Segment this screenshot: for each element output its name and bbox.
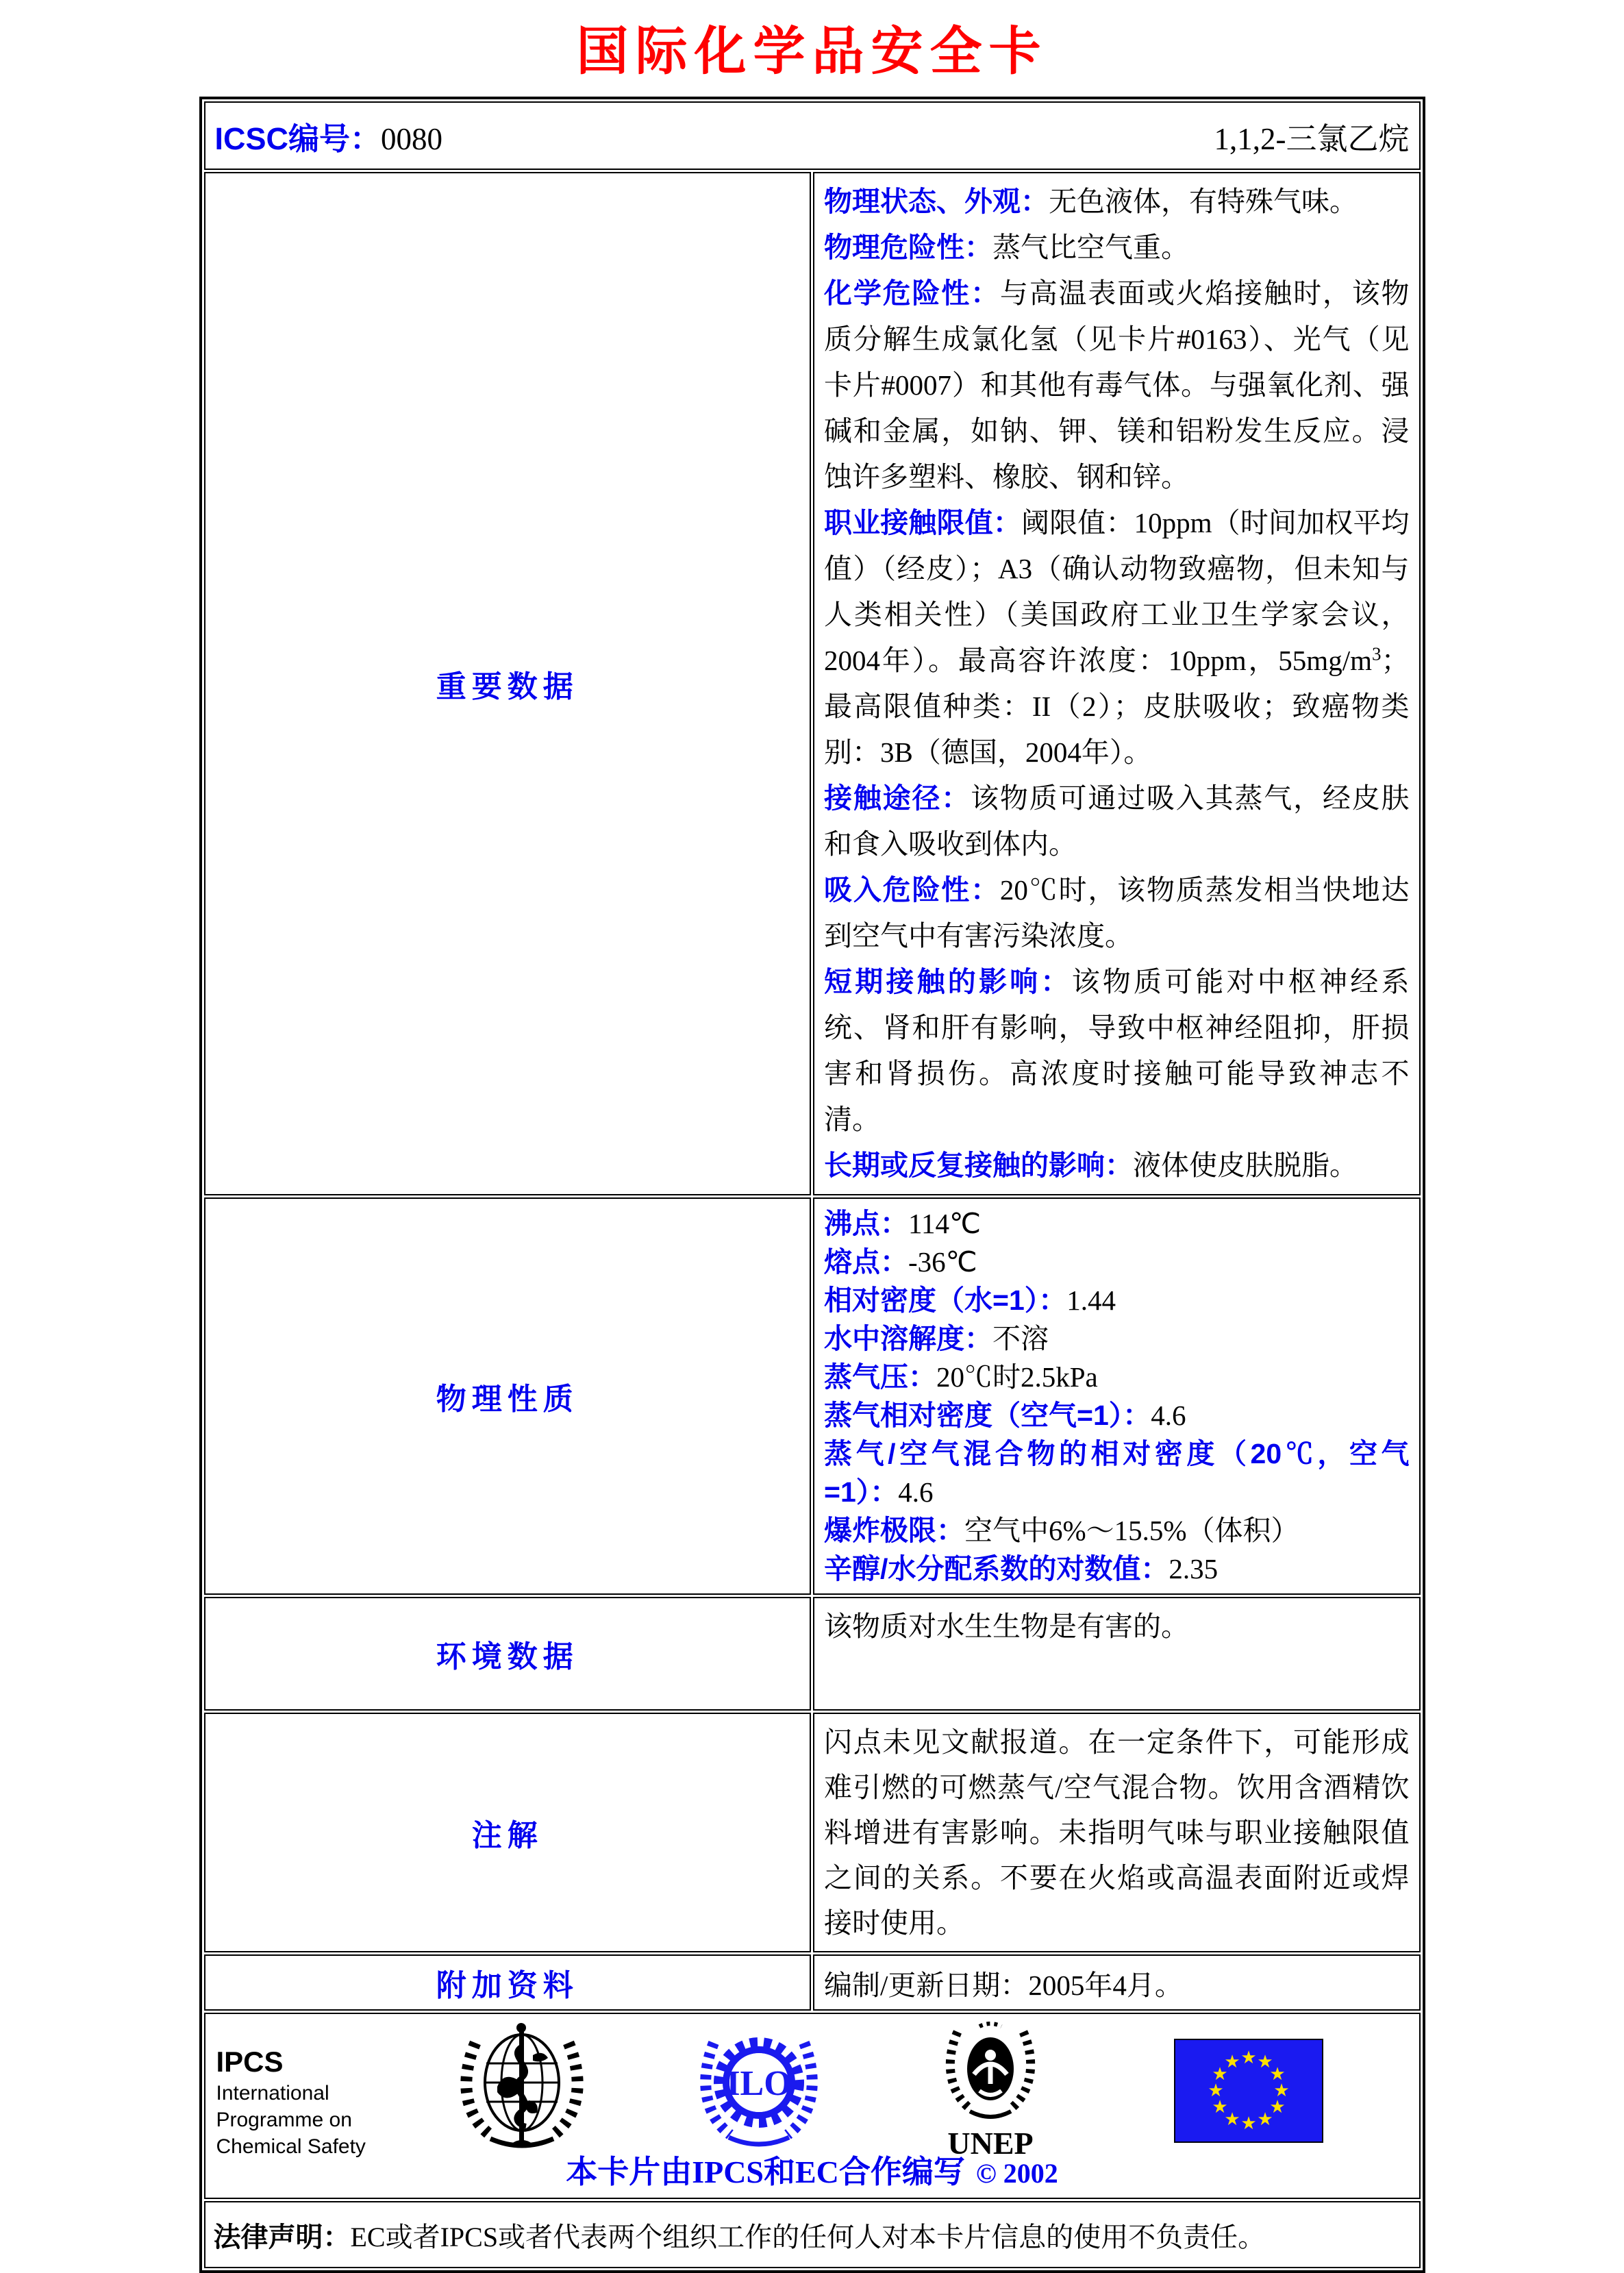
icsc-number-label: ICSC编号： bbox=[214, 121, 382, 156]
entry-chemical-hazards: 化学危险性：与高温表面或火焰接触时，该物质分解生成氯化氢（见卡片#0163）、光气（见卡片#0007）和其他有毒气体。与强氧化剂、强碱和金属，如钠、钾、镁和铝粉发生反应。浸蚀许多塑料、橡胶、钢和锌。 bbox=[824, 277, 1410, 493]
svg-text:★: ★ bbox=[1207, 2081, 1224, 2101]
important-data-row bbox=[204, 172, 1421, 1195]
notes-row bbox=[204, 1713, 1421, 1952]
row-label-notes: 注解 bbox=[204, 1713, 812, 1952]
additional-info-content bbox=[813, 1954, 1421, 2011]
entry-octanol-water-partition: 辛醇/水分配系数的对数值：2.35 bbox=[824, 1553, 1219, 1585]
row-label-physical-properties: 物理性质 bbox=[204, 1197, 812, 1595]
entry-physical-state-appearance: 物理状态、外观：无色液体，有特殊气味。 bbox=[824, 186, 1358, 217]
icsc-number-group bbox=[215, 114, 443, 158]
entry-water-solubility: 水中溶解度：不溶 bbox=[824, 1323, 1049, 1354]
additional-info-row bbox=[204, 1954, 1421, 2011]
svg-text:★: ★ bbox=[1269, 2064, 1286, 2085]
entry-occupational-exposure-limits: 职业接触限值：阈限值：10ppm（时间加权平均值）（经皮）；A3（确认动物致癌物，但未知与人类相关性）（美国政府工业卫生学家会议，2004年）。最高容许浓度：10ppm，$55mg/m^3$；最高限值种类：II（2）；皮肤吸收；致癌物类别：3B（德国，2004年）。 bbox=[824, 507, 1410, 768]
legal-label: 法律声明： bbox=[213, 2222, 351, 2252]
environmental-data-row bbox=[204, 1597, 1421, 1711]
svg-text:★: ★ bbox=[1269, 2097, 1286, 2117]
eu-flag-icon bbox=[1174, 2039, 1323, 2143]
entry-explosive-limits: 爆炸极限：空气中6%～15.5%（体积） bbox=[824, 1515, 1299, 1546]
additional-info-text: 编制/更新日期：2005年4月。 bbox=[824, 1969, 1183, 2001]
legal-row bbox=[204, 2201, 1421, 2268]
svg-text:★: ★ bbox=[1211, 2064, 1228, 2085]
ipcs-text-block: IPCS International Programme on Chemical Safety bbox=[216, 2046, 366, 2158]
icsc-card-table bbox=[199, 97, 1425, 2273]
who-logo-icon bbox=[452, 2018, 592, 2158]
svg-text:ILO: ILO bbox=[725, 2064, 792, 2103]
ilo-logo-icon bbox=[693, 2022, 825, 2154]
physical-properties-content bbox=[813, 1197, 1421, 1595]
svg-text:★: ★ bbox=[1273, 2081, 1290, 2101]
environmental-data-text: 该物质对水生生物是有害的。 bbox=[824, 1611, 1189, 1642]
row-label-important-data: 重要数据 bbox=[204, 172, 812, 1195]
logos-row bbox=[204, 2013, 1421, 2199]
page-title: 国际化学品安全卡 bbox=[576, 23, 1048, 81]
attribution-line bbox=[205, 2147, 1419, 2192]
svg-text:UNEP: UNEP bbox=[947, 2126, 1034, 2161]
unep-logo-icon bbox=[940, 2020, 1041, 2163]
svg-text:★: ★ bbox=[1223, 2109, 1240, 2130]
notes-text: 闪点未见文献报道。在一定条件下，可能形成难引燃的可燃蒸气/空气混合物。饮用含酒精饮料增进有害影响。未指明气味与职业接触限值之间的关系。不要在火焰或高温表面附近或焊接时使用。 bbox=[824, 1726, 1410, 1939]
svg-text:★: ★ bbox=[1211, 2097, 1228, 2117]
svg-text:★: ★ bbox=[1256, 2052, 1273, 2072]
notes-content bbox=[813, 1713, 1421, 1952]
entry-routes-of-exposure: 接触途径：该物质可通过吸入其蒸气，经皮肤和食入吸收到体内。 bbox=[824, 782, 1410, 860]
copyright-text: © 2002 bbox=[975, 2158, 1058, 2189]
attribution-text: 本卡片由IPCS和EC合作编写 bbox=[566, 2154, 965, 2189]
svg-text:★: ★ bbox=[1240, 2048, 1257, 2068]
chemical-name: 1,1,2-三氯乙烷 bbox=[1214, 121, 1410, 156]
icsc-number-value: 0080 bbox=[381, 121, 443, 156]
entry-relative-density: 相对密度（水=1）：1.44 bbox=[824, 1284, 1116, 1316]
environmental-data-content bbox=[813, 1597, 1421, 1711]
superscript-3: 3 bbox=[1372, 643, 1382, 664]
entry-vapor-air-mixture-density: 蒸气/空气混合物的相对密度（20℃，空气=1）：4.6 bbox=[824, 1438, 1410, 1508]
entry-vapor-relative-density: 蒸气相对密度（空气=1）：4.6 bbox=[824, 1400, 1186, 1431]
row-label-environmental-data: 环境数据 bbox=[204, 1597, 812, 1711]
entry-vapor-pressure: 蒸气压：20℃时2.5kPa bbox=[824, 1361, 1098, 1393]
row-label-additional-info: 附加资料 bbox=[204, 1954, 812, 2011]
entry-physical-hazards: 物理危险性：蒸气比空气重。 bbox=[824, 232, 1189, 263]
header-row bbox=[204, 101, 1421, 170]
physical-properties-row bbox=[204, 1197, 1421, 1595]
legal-text: EC或者IPCS或者代表两个组织工作的任何人对本卡片信息的使用不负责任。 bbox=[350, 2221, 1266, 2252]
important-data-content bbox=[813, 172, 1421, 1195]
svg-text:★: ★ bbox=[1240, 2113, 1257, 2134]
entry-long-term-exposure-effects: 长期或反复接触的影响：液体使皮肤脱脂。 bbox=[824, 1150, 1358, 1181]
entry-boiling-point: 沸点：114℃ bbox=[824, 1208, 982, 1239]
entry-melting-point: 熔点：-36℃ bbox=[824, 1246, 977, 1278]
svg-text:★: ★ bbox=[1223, 2052, 1240, 2072]
entry-inhalation-risk: 吸入危险性：20℃时，该物质蒸发相当快地达到空气中有害污染浓度。 bbox=[824, 874, 1410, 952]
entry-short-term-exposure-effects: 短期接触的影响：该物质可能对中枢神经系统、肾和肝有影响，导致中枢神经阻抑，肝损害和肾损伤。高浓度时接触可能导致神志不清。 bbox=[824, 966, 1410, 1135]
ipcs-acronym: IPCS bbox=[216, 2046, 284, 2078]
svg-text:★: ★ bbox=[1256, 2109, 1273, 2130]
